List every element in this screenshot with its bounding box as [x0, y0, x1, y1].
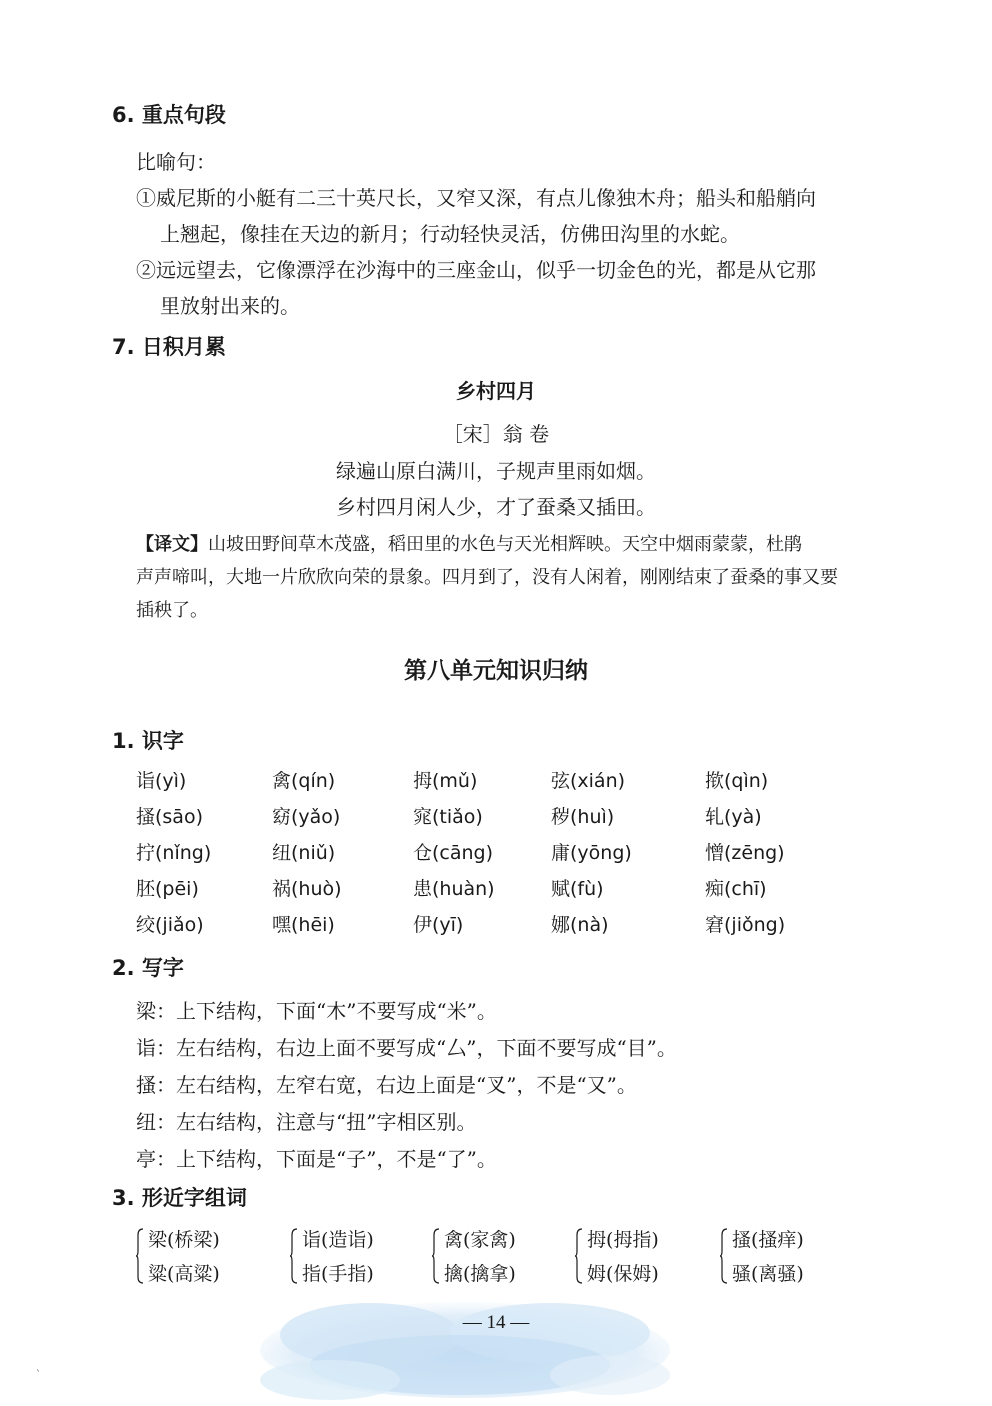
- similar-word: 粱(高粱): [148, 1263, 220, 1285]
- char-item: 庸(yōng): [551, 842, 632, 864]
- simile-line-4: 里放射出来的。: [160, 294, 300, 318]
- char-item: 拇(mǔ): [413, 770, 478, 792]
- writing-line-3: 搔：左右结构，左窄右宽，右边上面是“叉”，不是“又”。: [136, 1073, 637, 1097]
- translation-line-1: [136, 530, 802, 556]
- writing-heading: 2. 写字: [112, 956, 184, 980]
- brace-icon: [720, 1227, 728, 1285]
- brace-icon: [575, 1227, 583, 1285]
- char-item: 赋(fù): [551, 878, 604, 900]
- recognize-heading: 1. 识字: [112, 729, 184, 753]
- char-item: 患(huàn): [413, 878, 495, 900]
- char-item: 轧(yà): [705, 806, 762, 828]
- page-number: — 14 —: [462, 1312, 530, 1333]
- char-item: 秽(huì): [551, 806, 615, 828]
- simile-label: 比喻句：: [136, 150, 216, 174]
- similar-word: 诣(造诣): [302, 1229, 374, 1251]
- brace-icon: [136, 1227, 144, 1285]
- char-item: 祸(huò): [272, 878, 342, 900]
- char-item: 搔(sāo): [136, 806, 203, 828]
- poem-author: ［宋］翁 卷: [442, 422, 550, 446]
- simile-line-3: ②远远望去，它像漂浮在沙海中的三座金山，似乎一切金色的光，都是从它那: [136, 258, 816, 282]
- similar-word: 擒(擒拿): [444, 1263, 516, 1285]
- unit-title: 第八单元知识归纳: [404, 658, 588, 684]
- translation-line-2: 声声啼叫，大地一片欣欣向荣的景象。四月到了，没有人闲着，刚刚结束了蚕桑的事又要: [136, 567, 838, 588]
- char-item: 胚(pēi): [136, 878, 199, 900]
- char-item: 弦(xián): [551, 770, 626, 792]
- translation-text-1: 山坡田野间草木茂盛，稻田里的水色与天光相辉映。天空中烟雨蒙蒙，杜鹃: [208, 534, 802, 555]
- poem-line-1: 绿遍山原白满川，子规声里雨如烟。: [336, 459, 656, 483]
- simile-line-1: ①威尼斯的小艇有二三十英尺长，又窄又深，有点儿像独木舟；船头和船艄向: [136, 186, 816, 210]
- simile-line-2: 上翘起，像挂在天边的新月；行动轻快灵活，仿佛田沟里的水蛇。: [160, 222, 740, 246]
- char-item: 仓(cāng): [413, 842, 494, 864]
- char-item: 窕(tiǎo): [413, 806, 483, 828]
- similar-word: 指(手指): [302, 1263, 374, 1285]
- char-item: 拧(nǐng): [136, 842, 212, 864]
- brace-icon: [290, 1227, 298, 1285]
- similar-word: 姆(保姆): [587, 1263, 659, 1285]
- char-item: 绞(jiǎo): [136, 914, 204, 936]
- corner-mark: `: [36, 1370, 41, 1381]
- brace-icon: [432, 1227, 440, 1285]
- similar-word: 骚(离骚): [732, 1263, 804, 1285]
- char-item: 诣(yì): [136, 770, 187, 792]
- writing-line-2: 诣：左右结构，右边上面不要写成“厶”，下面不要写成“目”。: [136, 1036, 677, 1060]
- similar-heading: 3. 形近字组词: [112, 1186, 247, 1210]
- char-item: 嘿(hēi): [272, 914, 335, 936]
- section-6-heading: 6. 重点句段: [112, 103, 226, 127]
- writing-line-5: 亭：上下结构，下面是“子”，不是“了”。: [136, 1147, 497, 1171]
- char-item: 窈(yǎo): [272, 806, 341, 828]
- char-item: 憎(zēng): [705, 842, 785, 864]
- translation-line-3: 插秧了。: [136, 600, 208, 621]
- translation-label: 【译文】: [136, 534, 208, 555]
- similar-word: 搔(搔痒): [732, 1229, 804, 1251]
- char-item: 揿(qìn): [705, 770, 769, 792]
- char-item: 伊(yī): [413, 914, 464, 936]
- section-7-heading: 7. 日积月累: [112, 335, 226, 359]
- poem-title: 乡村四月: [456, 379, 536, 403]
- char-item: 禽(qín): [272, 770, 336, 792]
- char-item: 纽(niǔ): [272, 842, 336, 864]
- writing-line-4: 纽：左右结构，注意与“扭”字相区别。: [136, 1110, 477, 1134]
- poem-line-2: 乡村四月闲人少，才了蚕桑又插田。: [336, 495, 656, 519]
- cloud-decoration: [250, 1285, 680, 1402]
- similar-word: 梁(桥梁): [148, 1229, 220, 1251]
- char-item: 窘(jiǒng): [705, 914, 786, 936]
- similar-word: 禽(家禽): [444, 1229, 516, 1251]
- similar-word: 拇(拇指): [587, 1229, 659, 1251]
- char-item: 娜(nà): [551, 914, 609, 936]
- char-item: 痴(chī): [705, 878, 767, 900]
- writing-line-1: 梁：上下结构，下面“木”不要写成“米”。: [136, 999, 497, 1023]
